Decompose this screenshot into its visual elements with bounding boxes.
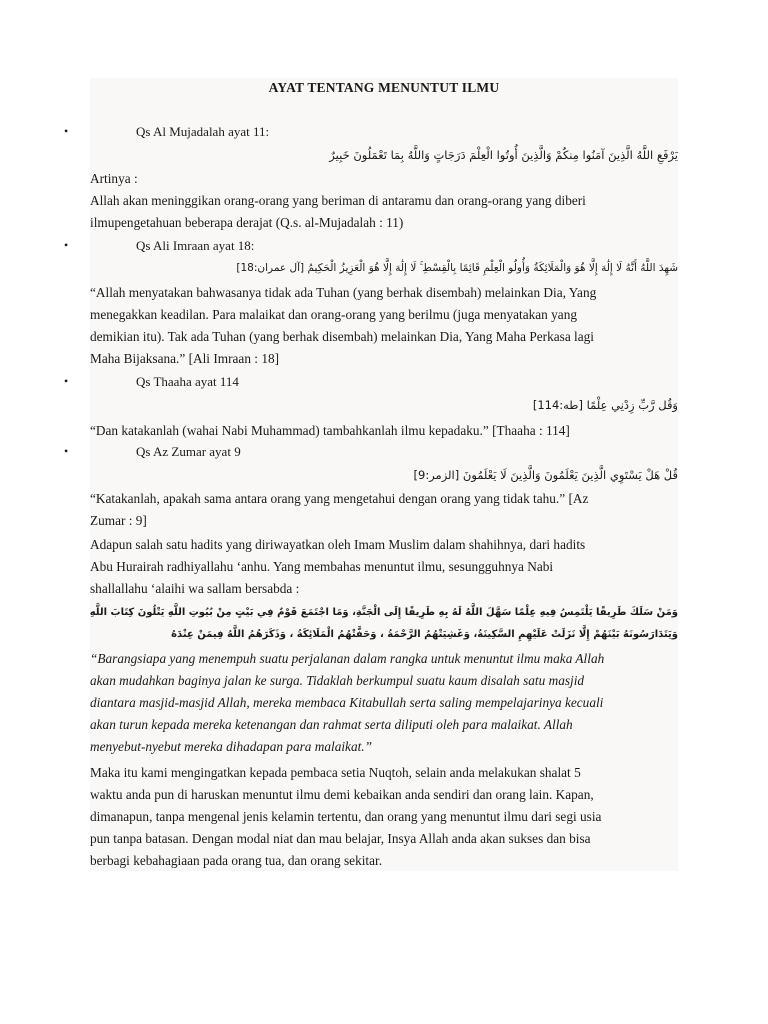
translation: “Dan katakanlah (wahai Nabi Muhammad) tambahkanlah ilmu kepadaku.” [Thaaha : 114] (90, 423, 570, 438)
hadith-arabic: وَمَنْ سَلَكَ طَرِيقًا يَلْتَمِسُ فِيهِ عِلْمًا سَهَّلَ اللَّهُ لَهُ بِهِ طَرِيقًا إِلَى الْجَنَّةِ، وَمَا اجْتَمَعَ قَوْمٌ فِي بَيْتٍ مِنْ بُيُوتِ اللَّهِ يَتْلُونَ كِتَابَ اللَّهِ وَيَتَدَارَسُونَهُ بَيْنَهُمْ إِلَّا نَزَلَتْ عَلَيْهِمِ السَّكِينَةُ، وَغَشِيَتْهُمُ الرَّحْمَةُ ، وَحَفَّتْهُمُ الْمَلَائِكَةُ ، وَذَكَرَهُمُ اللَّهُ فِيمَنْ عِنْدَهُ (89, 607, 678, 640)
arabic-verse: يَرْفَعِ اللَّهُ الَّذِينَ آمَنُوا مِنكُمْ وَالَّذِينَ أُوتُوا الْعِلْمَ دَرَجَاتٍ وَاللَّهُ بِمَا تَعْمَلُونَ خَبِيرٌ (329, 148, 678, 162)
section-heading: Qs Al Mujadalah ayat 11: (136, 124, 270, 139)
translation: “Allah menyatakan bahwasanya tidak ada Tuhan (yang berhak disembah) melainkan Dia, Yang menegakkan keadilan. Para malaikat dan orang-orang yang berilmu (juga menyatakan yang demikian itu). Tak ada Tuhan (yang berhak disembah) melainkan Dia, Yang Maha Perkasa lagi Maha Bijaksana.” [Ali Imraan : 18] (90, 285, 597, 366)
document-page (64, 78, 678, 871)
hadith-translation: “Barangsiapa yang menempuh suatu perjalanan dalam rangka untuk menuntut ilmu maka Allah akan mudahkan baginya jalan ke surga. Tidaklah berkumpul suatu kaum disalah satu masjid diantara masjid-masjid Allah, mereka membaca Kitabullah serta saling mempelajarinya kecuali akan turun kepada mereka ketenangan dan rahmat serta diliputi oleh para malaikat. Allah menyebut-nyebut mereka dihadapan para malaikat.” (90, 651, 605, 754)
translation-label: Artinya : (90, 171, 138, 186)
bullet-icon: • (64, 374, 69, 388)
arabic-verse: قُلْ هَلْ يَسْتَوِي الَّذِينَ يَعْلَمُونَ وَالَّذِينَ لَا يَعْلَمُونَ [الزمر:9] (413, 468, 678, 482)
section-heading: Qs Az Zumar ayat 9 (136, 444, 241, 459)
arabic-verse: وَقُل رَّبِّ زِدْنِي عِلْمًا [طه:114] (532, 398, 678, 412)
section-heading: Qs Ali Imraan ayat 18: (136, 238, 255, 253)
translation: Allah akan meninggikan orang-orang yang beriman di antaramu dan orang-orang yang diberi ilmupengetahuan beberapa derajat (Q.s. al-Mujadalah : 11) (90, 193, 586, 230)
bullet-icon: • (64, 444, 69, 458)
closing-paragraph: Maka itu kami mengingatkan kepada pembaca setia Nuqtoh, selain anda melakukan shalat 5 waktu anda pun di haruskan menuntut ilmu demi kebaikan anda sendiri dan orang lain. Kapan, dimanapun, tanpa mengenal jenis kelamin tertentu, dan orang yang menuntut ilmu dari segi usia pun tanpa batasan. Dengan modal niat dan mau belajar, Insya Allah anda akan sukses dan bisa berbagi kebahagiaan pada orang tua, dan orang sekitar. (90, 765, 602, 868)
translation: “Katakanlah, apakah sama antara orang yang mengetahui dengan orang yang tidak tahu.” [Az Zumar : 9] (90, 491, 589, 528)
section-heading: Qs Thaaha ayat 114 (136, 374, 239, 389)
hadith-intro: Adapun salah satu hadits yang diriwayatkan oleh Imam Muslim dalam shahihnya, dari hadits Abu Hurairah radhiyallahu ‘anhu. Yang membahas menuntut ilmu, sesungguhnya Nabi shallallahu ‘alaihi wa sallam bersabda : (90, 537, 586, 596)
page-title: AYAT TENTANG MENUNTUT ILMU (268, 80, 500, 95)
bullet-icon: • (64, 238, 69, 252)
arabic-verse: شَهِدَ اللَّهُ أَنَّهُ لَا إِلَٰهَ إِلَّا هُوَ وَالْمَلَائِكَةُ وَأُولُو الْعِلْمِ قَائِمًا بِالْقِسْطِ ۚ لَا إِلَٰهَ إِلَّا هُوَ الْعَزِيزُ الْحَكِيمُ [آل عمران:18] (236, 262, 678, 274)
bullet-icon: • (64, 124, 69, 138)
